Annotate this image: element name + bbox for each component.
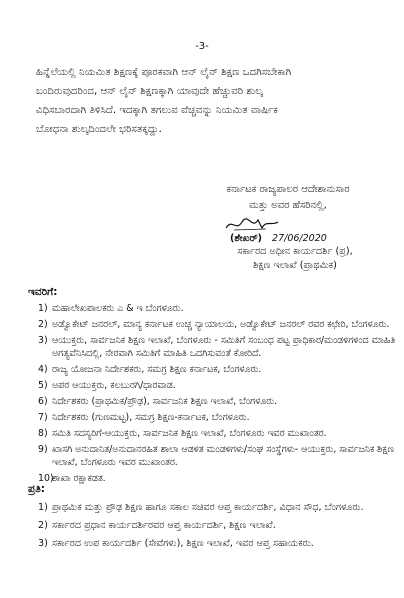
list-item — [38, 472, 398, 485]
item-text: ಅಡ್ವೊಕೇಟ್ ಜನರಲ್, ಮಾನ್ಯ ಕರ್ನಾಟಕ ಉಚ್ಚ ನ್ಯಾಯಾಲಯ, ಅಡ್ವೊಕೇಟ್ ಜನರಲ್ ರವರ ಕಛೇರಿ, ಬೆಂಗಳೂರು. — [52, 319, 390, 330]
paragraph-line: ಬಂದಿರುವುದರಿಂದ, ಆನ್ ಲೈನ್ ಶಿಕ್ಷಣಕ್ಕಾಗಿ ಯಾವುದೇ ಹೆಚ್ಚುವರಿ ಶುಲ್ಕ — [36, 86, 263, 97]
item-text: ಸರ್ಕಾರದ ಪ್ರಧಾನ ಕಾರ್ಯದರ್ಶಿರವರ ಆಪ್ತ ಕಾರ್ಯದರ್ಶಿ, ಶಿಕ್ಷಣ ಇಲಾಖೆ. — [52, 520, 276, 531]
order-line: ಕರ್ನಾಟಕ ರಾಜ್ಯಪಾಲರ ಆದೇಶಾನುಸಾರ — [226, 184, 350, 195]
item-text: ಸಮಿತಿ ಸದಸ್ಯರಿಗೆ-ಆಯುಕ್ತರು, ಸಾರ್ವಜನಿಕ ಶಿಕ್ಷಣ ಇಲಾಖೆ, ಬೆಂಗಳೂರು ಇವರ ಮುಖಾಂತರ. — [52, 428, 327, 439]
item-text: ಆಯುಕ್ತರು, ಸಾರ್ವಜನಿಕ ಶಿಕ್ಷಣ ಇಲಾಖೆ, ಬೆಂಗಳೂರು - ಸಮಿತಿಗೆ ಸಂಬಂಧ ಪಟ್ಟ ಪ್ರಾಧಿಕಾರ/ಮಂಡಳಿಗಳಿಂದ ಮಾಹಿತಿ ಅಗತ್ಯವೆನಿಸಿದಲ್ಲಿ, ನೇರವಾಗಿ ಸಮಿತಿಗೆ ಮಾಹಿತಿ ಒದಗಿಸುವಂತೆ ಕೋರಿದೆ. — [52, 335, 396, 359]
copy-list — [38, 501, 398, 555]
item-number: 5) — [38, 380, 48, 391]
list-item — [38, 363, 398, 376]
item-text: ನಿರ್ದೇಶಕರು (ಗುಣಮಟ್ಟ), ಸಮಗ್ರ ಶಿಕ್ಷಣ-ಕರ್ನಾಟಕ, ಬೆಂಗಳೂರು. — [52, 412, 250, 423]
item-text: ಶಾಖಾ ರಕ್ಷಾಕಡತ. — [52, 473, 106, 484]
item-number: 10) — [38, 473, 54, 484]
item-number: 2) — [38, 319, 48, 330]
signature-mark — [222, 214, 282, 234]
list-item — [38, 302, 398, 315]
list-item — [38, 334, 398, 360]
list-item — [38, 519, 398, 533]
item-number: 3) — [38, 538, 48, 549]
item-text: ಖಾಸಗಿ ಅನುದಾನಿತ/ಅನುದಾನರಹಿತ ಶಾಲಾ ಆಡಳಿತ ಮಂಡಳಿಗಳು/ಸಂಘ ಸಂಸ್ಥೆಗಳು- ಆಯುಕ್ತರು, ಸಾರ್ವಜನಿಕ ಶಿಕ್ಷಣ ಇಲಾಖೆ, ಬೆಂಗಳೂರು ಇವರ ಮುಖಾಂತರ. — [52, 444, 395, 468]
item-text: ಸರ್ಕಾರದ ಉಪ ಕಾರ್ಯದರ್ಶಿ (ಸೇವೆಗಳು), ಶಿಕ್ಷಣ ಇಲಾಖೆ, ಇವರ ಆಪ್ತ ಸಹಾಯಕರು. — [52, 538, 314, 549]
item-number: 4) — [38, 364, 48, 375]
designation-block — [190, 245, 400, 273]
item-number: 7) — [38, 412, 48, 423]
item-number: 9) — [38, 444, 48, 455]
signatory-name: (ಶೇಖರ್) — [230, 233, 263, 244]
item-number: 2) — [38, 520, 48, 531]
item-number: 6) — [38, 396, 48, 407]
item-number: 3) — [38, 335, 48, 346]
item-text: ಅಪರ ಆಯುಕ್ತರು, ಕಲಬುರಗಿ/ಧಾರವಾಡ. — [52, 380, 176, 391]
list-item — [38, 395, 398, 408]
list-item — [38, 443, 398, 469]
list-item — [38, 501, 398, 515]
item-text: ಪ್ರಾಥಮಿಕ ಮತ್ತು ಪ್ರೌಢ ಶಿಕ್ಷಣ ಹಾಗೂ ಸಕಾಲ ಸಚಿವರ ಆಪ್ತ ಕಾರ್ಯದರ್ಶಿ, ವಿಧಾನ ಸೌಧ, ಬೆಂಗಳೂರು. — [52, 502, 364, 513]
list-item — [38, 379, 398, 392]
list-item — [38, 318, 398, 331]
body-paragraph — [36, 63, 376, 139]
item-text: ನಿರ್ದೇಶಕರು (ಪ್ರಾಥಮಿಕ/ಪ್ರೌಢ), ಸಾರ್ವಜನಿಕ ಶಿಕ್ಷಣ ಇಲಾಖೆ, ಬೆಂಗಳೂರು. — [52, 396, 278, 407]
to-list — [38, 302, 398, 488]
item-number: 1) — [38, 502, 48, 513]
designation-line: ಶಿಕ್ಷಣ ಇಲಾಖೆ (ಪ್ರಾಥಮಿಕ) — [253, 260, 337, 271]
item-number: 1) — [38, 303, 48, 314]
copy-heading: ಪ್ರತಿ: — [28, 483, 45, 495]
designation-line: ಸರ್ಕಾರದ ಅಧೀನ ಕಾರ್ಯದರ್ಶಿ (ಪ್ರ), — [237, 246, 353, 257]
order-line: ಮತ್ತು ಅವರ ಹೆಸರಿನಲ್ಲಿ, — [249, 200, 327, 211]
item-number: 8) — [38, 428, 48, 439]
paragraph-line: ಬೋಧನಾ ಶುಲ್ಕದಿಂದಲೇ ಭರಿಸತಕ್ಕದ್ದು. — [36, 124, 162, 135]
paragraph-line: ವಿಧಿಸಬಾರದಾಗಿ ತಿಳಿಸಿದೆ. ಇದಕ್ಕಾಗಿ ತಗಲುವ ವೆಚ್ಚವನ್ನು ನಿಯಮಿತ ವಾರ್ಷಿಕ — [36, 105, 278, 116]
list-item — [38, 537, 398, 551]
order-block — [188, 182, 388, 214]
item-text: ರಾಜ್ಯ ಯೋಜನಾ ನಿರ್ದೇಶಕರು, ಸಮಗ್ರ ಶಿಕ್ಷಣ ಕರ್ನಾಟಕ, ಬೆಂಗಳೂರು. — [52, 364, 262, 375]
signatory-row — [230, 233, 327, 244]
page-number: -3- — [195, 41, 209, 52]
list-item — [38, 427, 398, 440]
paragraph-line: ಹಿನ್ನೆಲೆಯಲ್ಲಿ ನಿಯಮಿತ ಶಿಕ್ಷಣಕ್ಕೆ ಪೂರಕವಾಗಿ ಆನ್ ಲೈನ್ ಶಿಕ್ಷಣ ಒದಗಿಸಬೇಕಾಗಿ — [36, 67, 292, 78]
item-text: ಮಹಾಲೇಖಪಾಲಕರು ಎ & ಇ ಬೆಂಗಳೂರು. — [52, 303, 184, 314]
signature-date: 27/06/2020 — [272, 233, 327, 244]
to-heading: ಇವರಿಗೆ: — [28, 286, 58, 298]
list-item — [38, 411, 398, 424]
